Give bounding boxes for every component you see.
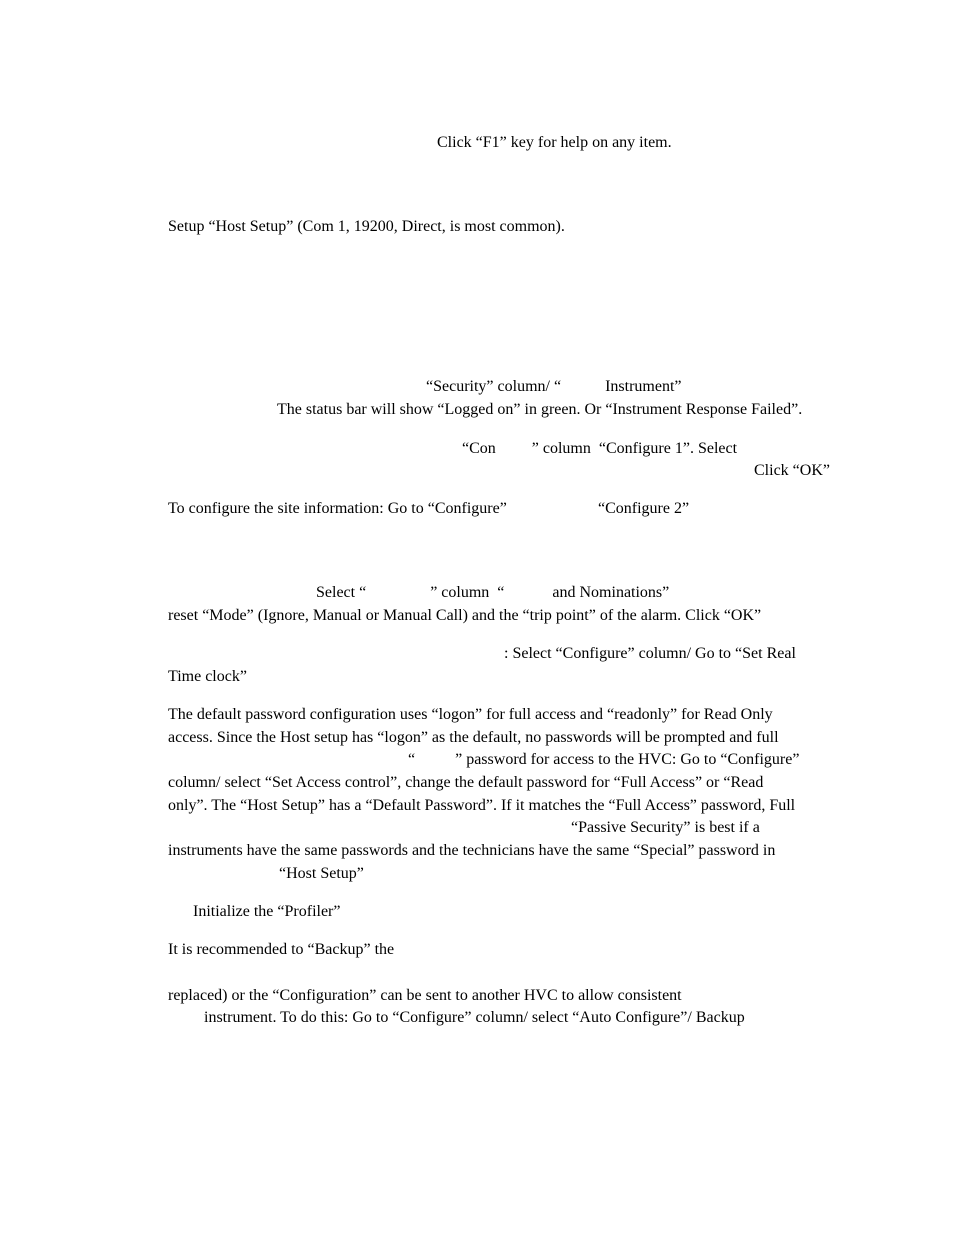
text-line-password-2: access. Since the Host setup has “logon” as the default, no passwords will be prompted and full bbox=[168, 729, 779, 746]
text-line-set-real: : Select “Configure” column/ Go to “Set Real bbox=[504, 645, 796, 662]
text-line-profiler: Initialize the “Profiler” bbox=[193, 903, 341, 920]
text-line-security-column: “Security” column/ “ Instrument” bbox=[426, 378, 682, 395]
text-line-password-5: only”. The “Host Setup” has a “Default Password”. If it matches the “Full Access” password, Full bbox=[168, 797, 796, 814]
text-line-click-ok: Click “OK” bbox=[754, 462, 830, 479]
text-line-password-1: The default password configuration uses “logon” for full access and “readonly” for Read Only bbox=[168, 706, 773, 723]
text-line-backup-2: replaced) or the “Configuration” can be sent to another HVC to allow consistent bbox=[168, 987, 682, 1004]
text-line-configure-1: “Con ” column “Configure 1”. Select bbox=[462, 440, 738, 457]
text-line-configure-2: “Configure 2” bbox=[598, 500, 690, 517]
text-line-password-4: column/ select “Set Access control”, change the default password for “Full Access” or “Read bbox=[168, 774, 764, 791]
text-line-status-bar: The status bar will show “Logged on” in green. Or “Instrument Response Failed”. bbox=[277, 401, 803, 418]
text-line-password-8: “Host Setup” bbox=[279, 865, 364, 882]
text-line-reset-mode: reset “Mode” (Ignore, Manual or Manual Call) and the “trip point” of the alarm. Click “OK” bbox=[168, 607, 762, 624]
text-line-password-7: instruments have the same passwords and the technicians have the same “Special” password in bbox=[168, 842, 776, 859]
text-line-f1-help: Click “F1” key for help on any item. bbox=[437, 134, 672, 151]
text-line-site-information: To configure the site information: Go to “Configure” bbox=[168, 500, 507, 517]
text-line-password-3: “ ” password for access to the HVC: Go to “Configure” bbox=[408, 751, 800, 768]
text-line-backup-1: It is recommended to “Backup” the bbox=[168, 941, 395, 958]
text-line-time-clock: Time clock” bbox=[168, 668, 247, 685]
text-line-nominations: Select “ ” column “ and Nominations” bbox=[316, 584, 670, 601]
text-line-backup-3: instrument. To do this: Go to “Configure” column/ select “Auto Configure”/ Backup bbox=[204, 1009, 745, 1026]
text-line-host-setup: Setup “Host Setup” (Com 1, 19200, Direct, is most common). bbox=[168, 218, 565, 235]
text-line-password-6: “Passive Security” is best if a bbox=[571, 819, 760, 836]
